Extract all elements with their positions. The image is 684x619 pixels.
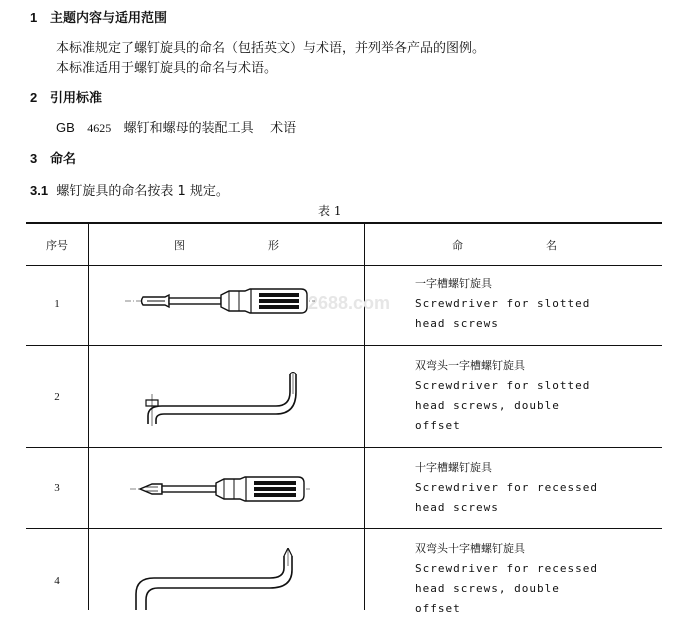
offset-screwdriver-slotted-icon — [138, 372, 302, 426]
section-1-title: 主题内容与适用范围 — [50, 11, 168, 26]
row-divider-1 — [26, 345, 662, 346]
row-1-en-name-line-1: Screwdriver for slotted — [415, 297, 591, 310]
table-caption: 表 1 — [318, 204, 342, 218]
section-3-heading — [30, 148, 76, 167]
offset-screwdriver-recessed-icon — [128, 548, 298, 610]
section-1-heading — [30, 7, 167, 26]
referenced-standard — [56, 117, 296, 136]
row-3-en-name-line-2: head screws — [415, 501, 499, 514]
section-2-title: 引用标准 — [50, 91, 103, 106]
row-4-en-name-line-1: Screwdriver for recessed — [415, 562, 598, 575]
section-2-heading — [30, 87, 102, 106]
row-1-cn-name: 一字槽螺钉旋具 — [415, 277, 492, 290]
section-1-paragraph-2: 本标准适用于螺钉旋具的命名与术语。 — [56, 61, 278, 76]
header-name-a: 命 — [452, 239, 463, 252]
row-3-en-name-line-1: Screwdriver for recessed — [415, 481, 598, 494]
standard-number: 4625 — [87, 121, 112, 135]
row-3-cn-name: 十字槽螺钉旋具 — [415, 461, 492, 474]
header-name-b: 名 — [546, 239, 557, 252]
screwdriver-slotted-icon — [125, 284, 315, 318]
table-header-divider — [26, 265, 662, 266]
row-4-en-name-line-3: offset — [415, 602, 461, 615]
row-1-en-name-line-2: head screws — [415, 317, 499, 330]
row-2-en-name-line-3: offset — [415, 419, 461, 432]
row-4-cn-name: 双弯头十字槽螺钉旋具 — [415, 542, 525, 555]
row-2-seq: 2 — [54, 391, 60, 403]
section-1-paragraph-1: 本标准规定了螺钉旋具的命名（包括英文）与术语，并列举各产品的图例。 — [56, 41, 486, 56]
section-3-title: 命名 — [50, 152, 77, 167]
column-divider-2 — [364, 222, 365, 610]
screwdriver-recessed-icon — [130, 472, 310, 506]
header-seq: 序号 — [46, 239, 68, 252]
row-4-en-name-line-2: head screws, double — [415, 582, 560, 595]
row-divider-3 — [26, 528, 662, 529]
section-3-1-number: 3.1 — [30, 183, 49, 198]
standard-title-suffix: 术语 — [270, 121, 297, 136]
section-3-1 — [30, 180, 229, 199]
table-top-border — [26, 222, 662, 224]
header-figure-b: 形 — [268, 239, 279, 252]
section-1-number: 1 — [30, 10, 38, 25]
header-figure-a: 图 — [174, 239, 185, 252]
section-3-number: 3 — [30, 151, 38, 166]
row-2-cn-name: 双弯头一字槽螺钉旋具 — [415, 359, 525, 372]
row-divider-2 — [26, 447, 662, 448]
standard-title: 螺钉和螺母的装配工具 — [123, 121, 254, 136]
row-3-seq: 3 — [54, 482, 60, 494]
watermark: 2688.com — [308, 293, 391, 313]
row-1-seq: 1 — [54, 298, 60, 310]
row-4-seq: 4 — [54, 575, 60, 587]
standard-code: GB — [56, 120, 75, 135]
section-3-1-text: 螺钉旋具的命名按表 1 规定。 — [56, 184, 229, 199]
row-2-en-name-line-1: Screwdriver for slotted — [415, 379, 591, 392]
column-divider-1 — [88, 222, 89, 610]
row-2-en-name-line-2: head screws, double — [415, 399, 560, 412]
section-2-number: 2 — [30, 90, 38, 105]
